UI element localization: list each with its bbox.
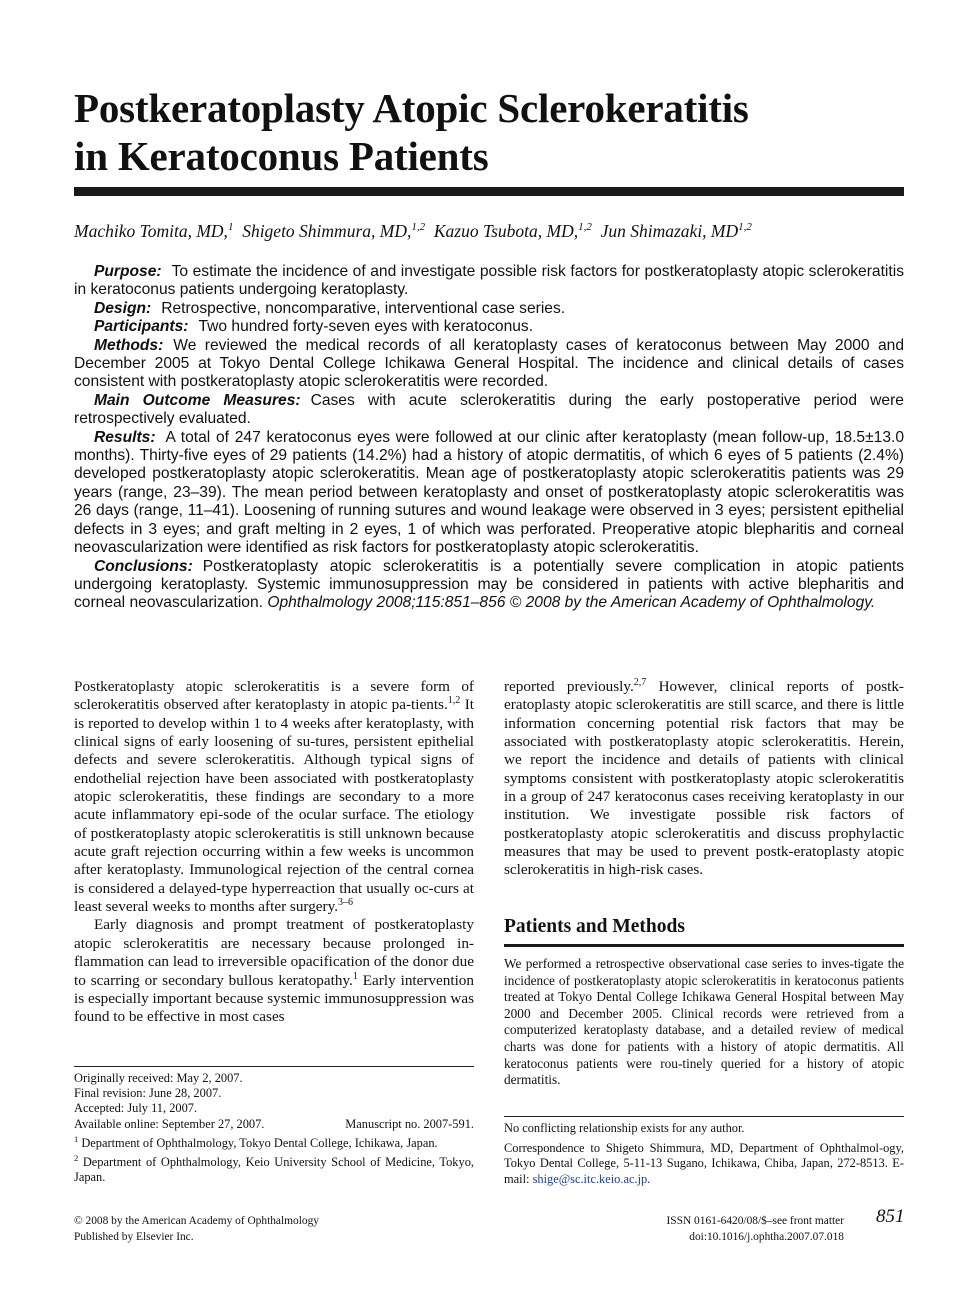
author-name: Jun Shimazaki, MD — [600, 221, 739, 241]
abstract-results — [74, 429, 904, 558]
abstract-label: Conclusions: — [94, 557, 193, 575]
body-text: reported previously. — [504, 678, 634, 695]
abstract-label: Purpose: — [94, 263, 162, 280]
issn-note: ISSN 0161-6420/08/$–see front matter — [666, 1215, 844, 1227]
author-affiliation: 1 — [227, 221, 234, 233]
body-text: It is reported to develop within 1 to 4 weeks after keratoplasty, with clinical signs of early loosening of su-tures, persistent epithelial defects and severe sclerokeratitis. Although typical signs of endothelial rejection have been associated with postkeratoplasty atopic sclerokeratitis, these findings are secondary to a more acute inflammatory epi-sode of the ocular surface. The etiology of postkeratoplasty atopic sclerokeratitis is still unknown because acute graft rejection occurring within a few weeks is uncommon after keratoplasty. Immunological rejection of the central cornea is considered a delayed-type hyperreaction that usually oc-curs at least several weeks to months after surgery. — [74, 696, 474, 916]
footer-left — [74, 1214, 319, 1245]
abstract-methods — [74, 337, 904, 392]
email-link[interactable]: shige@sc.itc.keio.ac.jp — [532, 1171, 648, 1186]
title-divider — [74, 187, 904, 196]
footer-right — [667, 1214, 844, 1245]
abstract-text: A total of 247 keratoconus eyes were followed at our clinic after keratoplasty (mean follow-up, 18.5±13.0 months). Thirty-five eyes of 29 patients (14.2%) had a history of atopic dermatitis, of which 6 eyes of 5 patients (2.4%) developed postkeratoplasty atopic sclerokeratitis. Mean age of postkeratoplasty atopic sclerokeratitis patients was 29 years (range, 23–39). The mean period between keratoplasty and onset of postkeratoplasty atopic sclerokeratitis was 26 days (range, 11–41). Loosening of running sutures and wound leakage were observed in 3 eyes; persistent epithelial defects in 3 eyes; and graft melting in 2 eyes, 1 of which was perforated. Preoperative atopic blepharitis and corneal neovascularization were identified as risk factors for postkeratoplasty atopic sclerokeratitis. — [74, 428, 904, 557]
article-title — [74, 84, 904, 180]
abstract-text: Two hundred forty-seven eyes with keratoconus. — [198, 318, 534, 336]
revision-date: Final revision: June 28, 2007. — [74, 1086, 222, 1101]
abstract-text: Cases with acute sclerokeratitis during the early postoperative period were retrospectively evaluated. — [74, 391, 904, 428]
received-date: Originally received: May 2, 2007. — [74, 1071, 243, 1085]
abstract-text: Retrospective, noncomparative, interventional case series. — [161, 299, 566, 317]
abstract-label: Design: — [94, 299, 152, 317]
affiliation-2 — [74, 1155, 474, 1185]
body-paragraph — [74, 678, 474, 916]
publisher-note: Published by Elsevier Inc. — [74, 1230, 194, 1243]
abstract-design — [74, 300, 904, 318]
body-column-right — [504, 678, 904, 880]
author-affiliation: 1,2 — [578, 221, 592, 233]
footnote-divider — [74, 1066, 474, 1067]
abstract-label: Participants: — [94, 318, 189, 336]
methods-paragraph: We performed a retrospective observational case series to inves-tigate the incidence of postkeratoplasty atopic sclerokeratitis in keratoconus patients treated at Tokyo Dental College Ichikawa General Hospital between May 2000 and December 2005. Clinical records were retrieved from a computerized keratoplasty database, and a detailed review of medical charts was done for patients with a history of atopic dermatitis. All keratoconus patients were rou-tinely queried for a history of atopic dermatitis. — [504, 956, 904, 1088]
correspondence-note — [504, 1141, 904, 1188]
manuscript-number: Manuscript no. 2007-591. — [345, 1116, 474, 1131]
period: . — [647, 1171, 651, 1186]
abstract-text: To estimate the incidence of and investigate possible risk factors for postkeratoplasty atopic sclerokeratitis in keratoconus patients undergoing keratoplasty. — [74, 263, 904, 299]
affiliation-number: 2 — [74, 1153, 79, 1164]
author-name: Shigeto Shimmura, MD, — [242, 221, 412, 241]
reference-link[interactable]: 1 — [352, 970, 358, 982]
author-name: Machiko Tomita, MD, — [74, 221, 228, 241]
page-number: 851 — [876, 1206, 905, 1227]
section-divider — [504, 944, 904, 947]
doi-note: doi:10.1016/j.ophtha.2007.07.018 — [689, 1230, 844, 1243]
correspondence-footnotes — [504, 1121, 904, 1191]
body-text: Early intervention is especially important because systemic immunosuppression was found to be effective in most cases — [74, 971, 474, 1026]
abstract-conclusions — [74, 558, 904, 613]
conflict-statement: No conflicting relationship exists for any author. — [504, 1121, 745, 1135]
abstract-label: Main Outcome Measures: — [94, 391, 301, 409]
affiliation-text: Department of Ophthalmology, Keio University School of Medicine, Tokyo, Japan. — [74, 1155, 474, 1185]
abstract-label: Methods: — [94, 336, 164, 354]
accepted-date: Accepted: July 11, 2007. — [74, 1101, 198, 1116]
author-list — [74, 220, 904, 242]
reference-link[interactable]: 1,2 — [447, 695, 461, 707]
body-text: However, clinical reports of postk-eratoplasty atopic sclerokeratitis are still scarce, and there is little information concerning potential risk factors that may be associated with postkeratoplasty atopic sclerokeratitis. Herein, we report the incidence and details of patients with clinical symptoms consistent with postkeratoplasty atopic sclerokeratitis in a group of 247 keratoconus cases receiving keratoplasty in our institution. We investigate possible risk factors of postkeratoplasty atopic sclerokeratitis and discuss prophylactic measures that may be used to prevent postk-eratoplasty atopic sclerokeratitis in high-risk cases. — [504, 678, 904, 879]
journal-citation: Ophthalmology 2008;115:851–856 © 2008 by the American Academy of Ophthalmology. — [267, 594, 876, 612]
abstract-purpose — [74, 263, 904, 300]
reference-link[interactable]: 2,7 — [633, 677, 647, 688]
reference-link[interactable]: 3–6 — [338, 897, 354, 909]
correspondence-text: Correspondence to Shigeto Shimmura, MD, Department of Ophthalmol-ogy, Tokyo Dental College, 5-11-13 Sugano, Ichikawa, Chiba, Japan, 272-8513. E-mail: — [504, 1140, 904, 1186]
copyright-notice: © 2008 by the American Academy of Ophthalmology — [74, 1215, 319, 1227]
body-paragraph — [74, 916, 474, 1026]
title-line-2: in Keratoconus Patients — [74, 133, 489, 179]
section-heading: Patients and Methods — [504, 916, 685, 937]
article-history-footnotes — [74, 1071, 474, 1185]
abstract-participants — [74, 318, 904, 336]
affiliation-number: 1 — [74, 1133, 79, 1144]
body-column-left — [74, 678, 474, 1027]
abstract-text: Postkeratoplasty atopic sclerokeratitis is a potentially severe complication in atopic patients undergoing keratoplasty. Systemic immunosuppression may be considered in patients with active blepharitis and corneal neovascularization. — [74, 557, 904, 612]
author-affiliation: 1,2 — [411, 221, 426, 233]
abstract — [74, 263, 904, 613]
affiliation-text: Department of Ophthalmology, Tokyo Dental College, Ichikawa, Japan. — [78, 1135, 438, 1150]
abstract-label: Results: — [94, 428, 156, 446]
footnote-divider — [504, 1116, 904, 1117]
abstract-text: We reviewed the medical records of all keratoplasty cases of keratoconus between May 2000 and December 2005 at Tokyo Dental College Ichikawa General Hospital. The incidence and clinical details of cases consistent with postkeratoplasty atopic sclerokeratitis were recorded. — [74, 336, 904, 391]
body-text: Early diagnosis and prompt treatment of postkeratoplasty atopic sclerokeratitis are necessary because prolonged in-flammation can lead to irreversible opacification of the donor due to scarring or secondary bullous keratopathy. — [74, 916, 474, 989]
body-paragraph — [504, 678, 904, 880]
abstract-outcome — [74, 392, 904, 429]
body-text: Postkeratoplasty atopic sclerokeratitis is a severe form of sclerokeratitis observed after keratoplasty in atopic pa-tients. — [74, 678, 474, 714]
author-affiliation: 1,2 — [738, 221, 752, 233]
online-row — [74, 1117, 474, 1132]
affiliation-1 — [74, 1133, 474, 1151]
author-name: Kazuo Tsubota, MD, — [433, 221, 579, 241]
title-line-1: Postkeratoplasty Atopic Sclerokeratitis — [74, 85, 749, 131]
online-date: Available online: September 27, 2007. — [74, 1116, 265, 1131]
